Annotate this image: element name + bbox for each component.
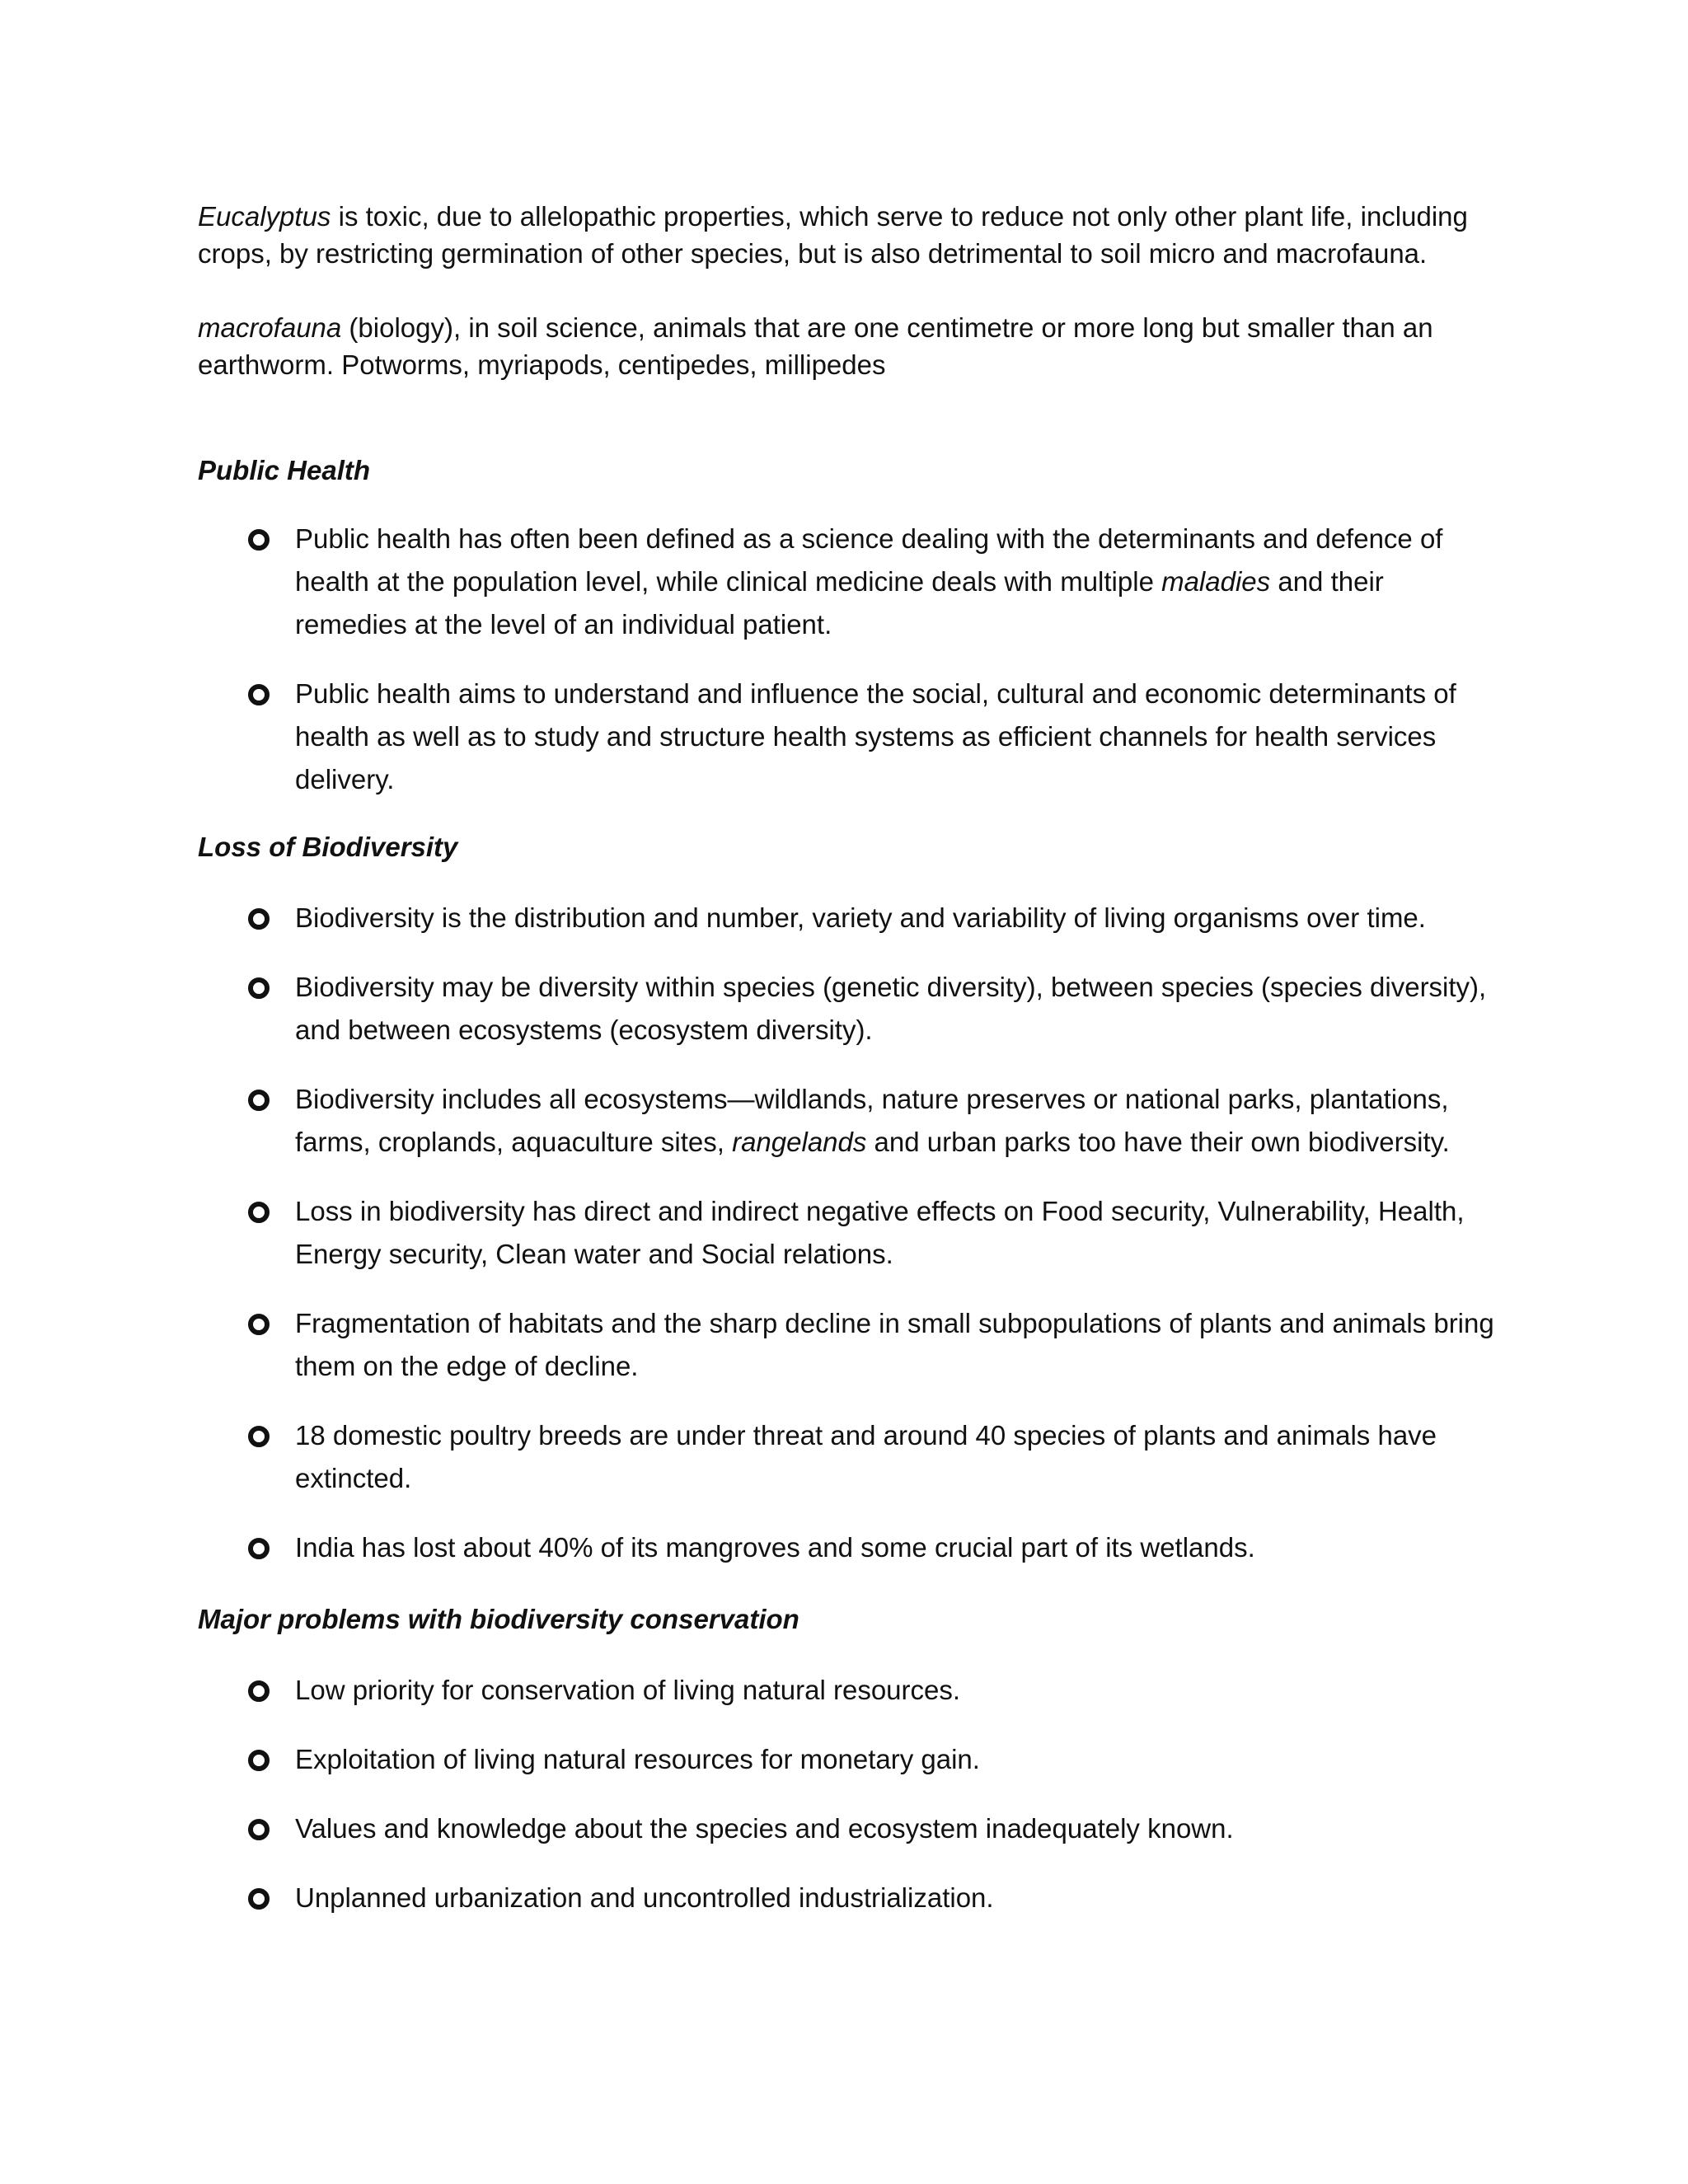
circle-bullet-icon xyxy=(248,1426,270,1447)
list-item-text: Biodiversity may be diversity within species (genetic diversity), between species (species diversity), and between ecosystems (ecosystem diversity). xyxy=(295,972,1487,1045)
list-item xyxy=(198,1302,1500,1388)
list-item xyxy=(198,1669,1500,1712)
list-item-text-continued: and their remedies at the level of an individual patient. xyxy=(295,566,1384,640)
macrofauna-text: (biology), in soil science, animals that are one centimetre or more long but smaller than an earthworm. Potworms, myriapods, centipedes, millipedes xyxy=(198,312,1433,380)
list-item xyxy=(198,1078,1500,1164)
list-item-text: Exploitation of living natural resources for monetary gain. xyxy=(295,1744,980,1774)
conservation-problems-list xyxy=(198,1669,1500,1946)
list-item-text: Public health has often been defined as a science dealing with the determinants and defence of health at the population level, while clinical medicine deals with multiple xyxy=(295,523,1443,597)
list-item xyxy=(198,518,1500,646)
list-item-emphasis: rangelands xyxy=(732,1127,867,1157)
eucalyptus-text: is toxic, due to allelopathic properties, which serve to reduce not only other plant life, including crops, by restricting germination of other species, but is also detrimental to soil micro and macrofauna. xyxy=(198,201,1468,269)
list-item xyxy=(198,897,1500,940)
circle-bullet-icon xyxy=(248,1680,270,1702)
list-item-text: 18 domestic poultry breeds are under threat and around 40 species of plants and animals have extincted. xyxy=(295,1420,1437,1493)
public-health-list xyxy=(198,518,1500,827)
circle-bullet-icon xyxy=(248,1819,270,1840)
circle-bullet-icon xyxy=(248,1314,270,1335)
conservation-problems-heading: Major problems with biodiversity conservation xyxy=(198,1604,799,1634)
list-item xyxy=(198,1807,1500,1850)
list-item-text-continued: and urban parks too have their own biodiversity. xyxy=(866,1127,1450,1157)
circle-bullet-icon xyxy=(248,684,270,705)
list-item-text: Low priority for conservation of living natural resources. xyxy=(295,1675,961,1705)
biodiversity-list xyxy=(198,897,1500,1596)
macrofauna-paragraph xyxy=(198,309,1484,383)
circle-bullet-icon xyxy=(248,529,270,551)
list-item-text: Biodiversity is the distribution and number, variety and variability of living organisms over time. xyxy=(295,902,1426,933)
circle-bullet-icon xyxy=(248,1888,270,1910)
list-item xyxy=(198,1414,1500,1500)
circle-bullet-icon xyxy=(248,1202,270,1223)
list-item xyxy=(198,673,1500,801)
circle-bullet-icon xyxy=(248,977,270,999)
list-item xyxy=(198,1190,1500,1276)
list-item-text: Loss in biodiversity has direct and indirect negative effects on Food security, Vulnerability, Health, Energy security, Clean water and Social relations. xyxy=(295,1196,1465,1269)
list-item xyxy=(198,1877,1500,1919)
eucalyptus-paragraph xyxy=(198,198,1484,272)
list-item-emphasis: maladies xyxy=(1161,566,1271,597)
list-item xyxy=(198,966,1500,1052)
list-item xyxy=(198,1738,1500,1781)
circle-bullet-icon xyxy=(248,1750,270,1771)
list-item-text: Unplanned urbanization and uncontrolled industrialization. xyxy=(295,1882,994,1913)
circle-bullet-icon xyxy=(248,1538,270,1559)
macrofauna-term: macrofauna xyxy=(198,312,342,343)
circle-bullet-icon xyxy=(248,908,270,930)
list-item-text: Fragmentation of habitats and the sharp decline in small subpopulations of plants and animals bring them on the edge of decline. xyxy=(295,1308,1494,1381)
list-item-text: Public health aims to understand and influence the social, cultural and economic determinants of health as well as to study and structure health systems as efficient channels for health services delivery. xyxy=(295,678,1456,794)
list-item-text: Biodiversity includes all ecosystems—wildlands, nature preserves or national parks, plantations, farms, croplands, aquaculture sites, xyxy=(295,1084,1449,1157)
eucalyptus-term: Eucalyptus xyxy=(198,201,331,232)
list-item xyxy=(198,1526,1500,1569)
circle-bullet-icon xyxy=(248,1090,270,1111)
list-item-text: Values and knowledge about the species and ecosystem inadequately known. xyxy=(295,1813,1234,1844)
list-item-text: India has lost about 40% of its mangroves and some crucial part of its wetlands. xyxy=(295,1532,1255,1563)
public-health-heading: Public Health xyxy=(198,455,371,485)
loss-of-biodiversity-heading: Loss of Biodiversity xyxy=(198,832,458,862)
